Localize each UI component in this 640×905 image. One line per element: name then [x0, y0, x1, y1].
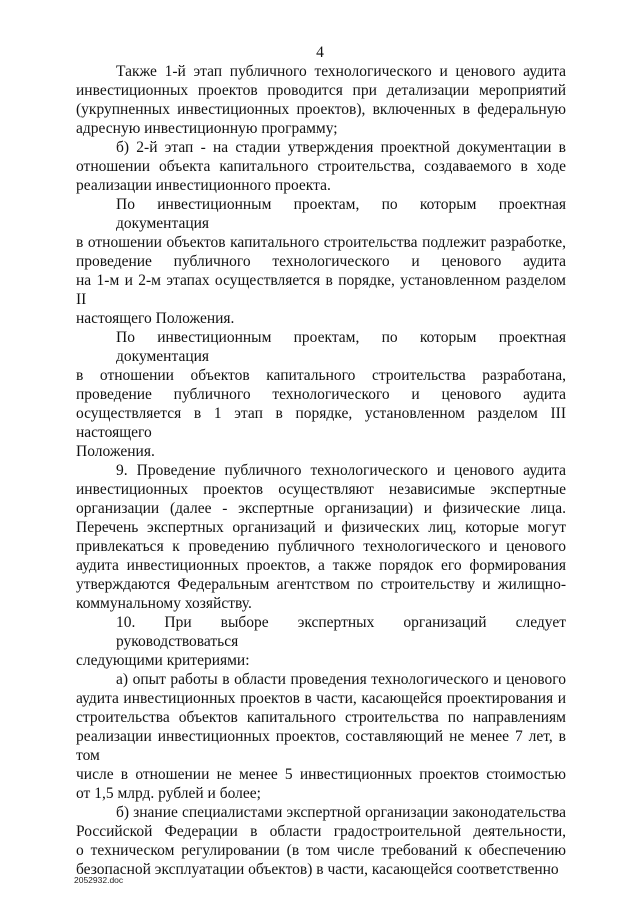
text-line: 9. Проведение публичного технологического и ценового аудита — [116, 462, 566, 479]
text-line: По инвестиционным проектам, по которым проектная документация — [116, 196, 566, 232]
text-line: По инвестиционным проектам, по которым проектная документация — [116, 329, 566, 365]
text-line: настоящего Положения. — [76, 310, 235, 327]
text-line: б) знание специалистами экспертной организации законодательства — [116, 804, 566, 821]
text-line: б) 2-й этап - на стадии утверждения проектной документации в — [116, 139, 566, 156]
text-line: Перечень экспертных организаций и физических лиц, которые могут — [76, 519, 566, 536]
text-line: в отношении объектов капитального строительства разработана, — [76, 367, 566, 384]
text-line: отношении объекта капитального строительства, создаваемого в ходе — [76, 158, 566, 175]
text-line: реализации инвестиционных проектов, составляющий не менее 7 лет, в том — [76, 728, 566, 764]
text-line: адресную инвестиционную программу; — [76, 120, 338, 137]
text-line: коммунальному хозяйству. — [76, 595, 252, 612]
text-line: аудита инвестиционных проектов, а также порядок его формирования — [76, 557, 566, 574]
paragraph — [76, 62, 566, 138]
text-line: утверждаются Федеральным агентством по строительству и жилищно- — [76, 576, 566, 593]
text-line: аудита инвестиционных проектов в части, касающейся проектирования и — [76, 690, 566, 707]
text-line: осуществляется в 1 этап в порядке, установленном разделом III настоящего — [76, 405, 566, 441]
page-number: 4 — [316, 44, 324, 61]
paragraph — [76, 613, 566, 670]
paragraph — [76, 803, 566, 879]
text-line: следующими критериями: — [76, 652, 250, 669]
text-line: проведение публичного технологического и ценового аудита — [76, 386, 566, 403]
text-line: реализации инвестиционного проекта. — [76, 177, 331, 194]
paragraph — [76, 670, 566, 803]
paragraph — [76, 195, 566, 328]
footer-file-name: 2052932.doc — [74, 875, 124, 885]
text-line: организации (далее - экспертные организации) и физические лица. — [76, 500, 566, 517]
text-line: Российской Федерации в области градостроительной деятельности, — [76, 823, 566, 840]
text-line: Положения. — [76, 443, 155, 460]
text-line: Также 1-й этап публичного технологического и ценового аудита — [116, 63, 566, 80]
text-line: в отношении объектов капитального строительства подлежит разработке, — [76, 234, 566, 251]
text-line: (укрупненных инвестиционных проектов), включенных в федеральную — [76, 101, 566, 118]
text-line: а) опыт работы в области проведения технологического и ценового — [116, 671, 566, 688]
text-line: о техническом регулировании (в том числе требований к обеспечению — [76, 842, 566, 859]
text-line: инвестиционных проектов проводится при детализации мероприятий — [76, 82, 566, 99]
text-line: строительства объектов капитального строительства по направлениям — [76, 709, 566, 726]
text-line: привлекаться к проведению публичного технологического и ценового — [76, 538, 566, 555]
text-line: инвестиционных проектов осуществляют независимые экспертные — [76, 481, 566, 498]
text-line: на 1-м и 2-м этапах осуществляется в порядке, установленном разделом II — [76, 272, 566, 308]
text-line: числе в отношении не менее 5 инвестиционных проектов стоимостью — [76, 766, 566, 783]
text-line: 10. При выборе экспертных организаций следует руководствоваться — [116, 614, 566, 650]
document-body — [76, 62, 566, 879]
text-line: проведение публичного технологического и ценового аудита — [76, 253, 566, 270]
text-line: безопасной эксплуатации объектов) в части, касающейся соответственно — [76, 861, 559, 878]
paragraph — [76, 328, 566, 461]
paragraph — [76, 138, 566, 195]
paragraph — [76, 461, 566, 613]
text-line: от 1,5 млрд. рублей и более; — [76, 785, 261, 802]
